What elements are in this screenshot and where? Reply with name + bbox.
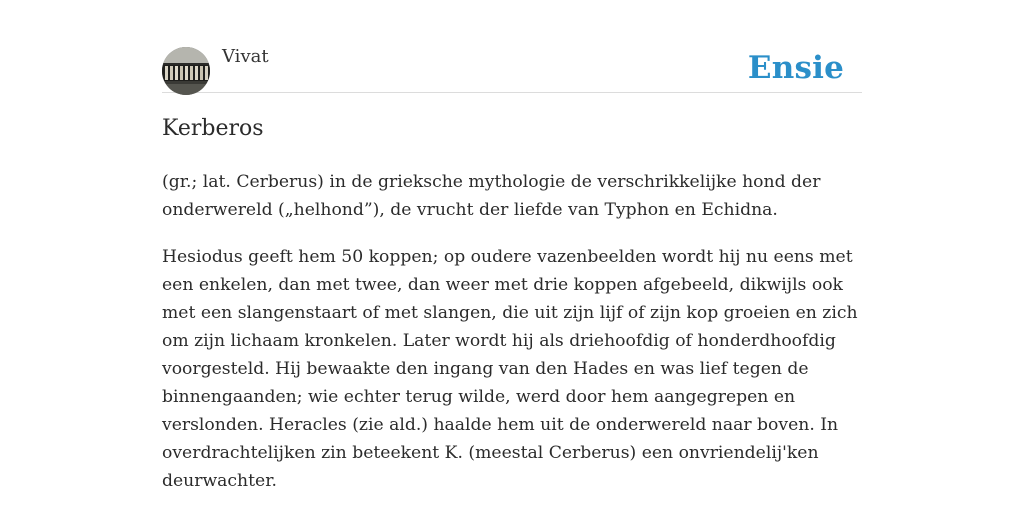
source-name[interactable]: Vivat	[222, 46, 269, 67]
source-avatar[interactable]	[162, 47, 210, 95]
entry-body	[162, 168, 862, 514]
entry-page	[162, 0, 862, 491]
entry-paragraph: Hesiodus geeft hem 50 koppen; op oudere vazenbeelden wordt hij nu eens met een enkelen, dan met twee, dan weer met drie koppen afgebeeld, dikwijls ook met een slangenstaart of met slangen, die uit zijn lijf of zijn kop groeien en zich om zijn lichaam kronkelen. Later wordt hij als driehoofdig of honderdhoofdig voorgesteld. Hij bewaakte den ingang van den Hades en was lief tegen de binnengaanden; wie echter terug wilde, werd door hem aangegrepen en verslonden. Heracles (zie ald.) haalde hem uit de onderwereld naar boven. In overdrachtelijken zin beteekent K. (meestal Cerberus) een onvriendelij'ken deurwachter.	[162, 247, 858, 491]
header	[162, 0, 862, 93]
entry-title: Kerberos	[162, 116, 264, 141]
brand-logo[interactable]: Ensie	[747, 50, 844, 86]
entry-paragraph: (gr.; lat. Cerberus) in de grieksche mythologie de verschrikkelijke hond der onderwereld („helhond”), de vrucht der liefde van Typhon en Echidna.	[162, 172, 821, 220]
books-icon	[162, 47, 210, 95]
